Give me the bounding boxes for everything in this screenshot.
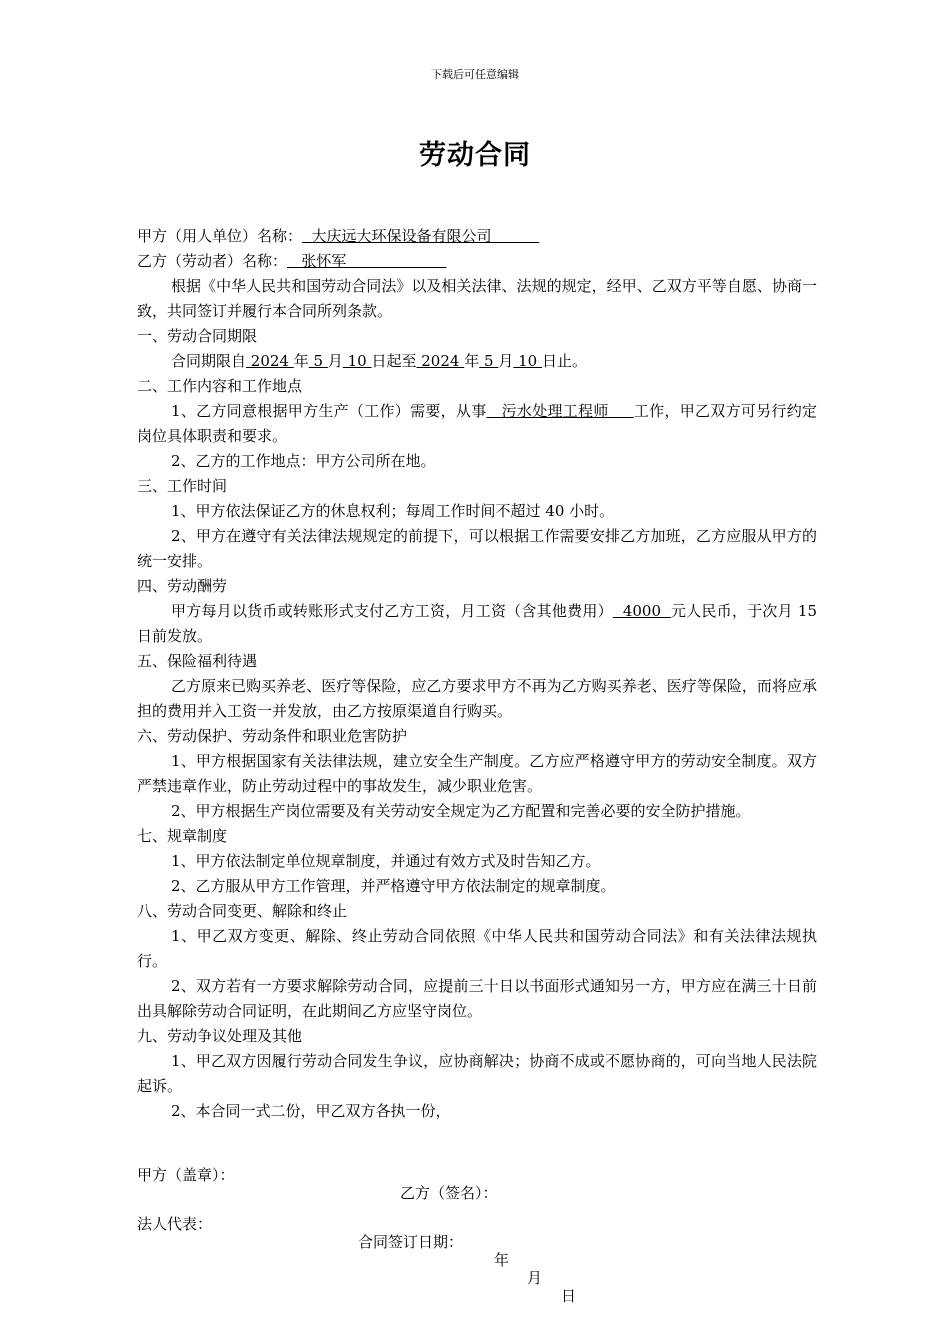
header-note: 下载后可任意编辑 xyxy=(431,68,519,81)
salary-amount: 4000 xyxy=(612,602,672,620)
salary-paragraph xyxy=(137,599,817,649)
section-4-heading: 四、劳动酬劳 xyxy=(137,577,228,595)
end-year: 2024 xyxy=(416,352,465,370)
party-a-label: 甲方（用人单位）名称： xyxy=(137,227,303,245)
contract-term-paragraph xyxy=(137,349,817,374)
party-a-seal-label: 甲方（盖章）： xyxy=(137,1166,235,1184)
signature-row-2 xyxy=(137,1195,817,1305)
date-year: 年 xyxy=(494,1251,510,1269)
party-b-line xyxy=(137,249,817,274)
workplace-paragraph: 2、乙方的工作地点：甲方公司所在地。 xyxy=(171,452,436,470)
section-7-heading: 七、规章制度 xyxy=(137,827,228,845)
date-day: 日 xyxy=(561,1287,577,1305)
job-title: 污水处理工程师 xyxy=(486,402,634,420)
term-text: 月 xyxy=(327,352,343,370)
term-text: 合同期限自 xyxy=(171,352,247,370)
party-b-name: 张怀军 xyxy=(287,252,447,270)
party-b-sign-label: 乙方（签名）： xyxy=(400,1184,498,1202)
section-1-heading: 一、劳动合同期限 xyxy=(137,327,258,345)
job-text: 工作，甲乙双方可另行约定岗位具体职责和要求。 xyxy=(137,402,817,445)
term-text: 月 xyxy=(498,352,514,370)
salary-text: 甲方每月以货币或转账形式支付乙方工资，月工资（含其他费用） xyxy=(171,602,613,620)
copies-paragraph: 2、本合同一式二份，甲乙双方各执一份， xyxy=(171,1102,451,1120)
termination-paragraph-1: 1、甲乙双方变更、解除、终止劳动合同依照《中华人民共和国劳动合同法》和有关法律法规执行。 xyxy=(137,927,817,970)
term-text: 日止。 xyxy=(541,352,587,370)
sign-date-label: 合同签订日期： xyxy=(358,1233,464,1251)
term-text: 年 xyxy=(464,352,480,370)
document-title: 劳动合同 xyxy=(419,140,531,171)
section-6-heading: 六、劳动保护、劳动条件和职业危害防护 xyxy=(137,727,408,745)
end-month: 5 xyxy=(479,352,499,370)
section-9-heading: 九、劳动争议处理及其他 xyxy=(137,1027,303,1045)
term-text: 年 xyxy=(293,352,309,370)
rules-paragraph-1: 1、甲方依法制定单位规章制度，并通过有效方式及时告知乙方。 xyxy=(171,852,601,870)
signature-row-1 xyxy=(137,1146,817,1202)
insurance-paragraph: 乙方原来已购买养老、医疗等保险，应乙方要求甲方不再为乙方购买养老、医疗等保险，而将应承担的费用并入工资一并发放，由乙方按原渠道自行购买。 xyxy=(137,677,817,720)
intro-paragraph: 根据《中华人民共和国劳动合同法》以及相关法律、法规的规定，经甲、乙双方平等自愿、协商一致，共同签订并履行本合同所列条款。 xyxy=(137,277,817,320)
job-text: 1、乙方同意根据甲方生产（工作）需要，从事 xyxy=(171,402,487,420)
salary-text: 元人民币，于次月 15 日前发放。 xyxy=(137,602,817,645)
party-a-name: 大庆远大环保设备有限公司 xyxy=(302,227,540,245)
end-day: 10 xyxy=(513,352,542,370)
section-3-heading: 三、工作时间 xyxy=(137,477,228,495)
safety-paragraph-2: 2、甲方根据生产岗位需要及有关劳动安全规定为乙方配置和完善必要的安全防护措施。 xyxy=(171,802,751,820)
termination-paragraph-2: 2、双方若有一方要求解除劳动合同，应提前三十日以书面形式通知另一方，甲方应在满三十日前出具解除劳动合同证明，在此期间乙方应坚守岗位。 xyxy=(137,977,817,1020)
section-8-heading: 八、劳动合同变更、解除和终止 xyxy=(137,902,348,920)
rest-paragraph: 1、甲方依法保证乙方的休息权利；每周工作时间不超过 40 小时。 xyxy=(171,502,615,520)
dispute-paragraph-1: 1、甲乙双方因履行劳动合同发生争议，应协商解决；协商不成或不愿协商的，可向当地人民法院起诉。 xyxy=(137,1052,817,1095)
term-text: 日起至 xyxy=(371,352,417,370)
safety-paragraph-1: 1、甲方根据国家有关法律法规，建立安全生产制度。乙方应严格遵守甲方的劳动安全制度。双方严禁违章作业，防止劳动过程中的事故发生，减少职业危害。 xyxy=(137,752,817,795)
section-5-heading: 五、保险福利待遇 xyxy=(137,652,258,670)
legal-rep-label: 法人代表： xyxy=(137,1215,213,1233)
job-paragraph xyxy=(137,399,817,449)
rules-paragraph-2: 2、乙方服从甲方工作管理，并严格遵守甲方依法制定的规章制度。 xyxy=(171,877,616,895)
start-month: 5 xyxy=(308,352,328,370)
start-year: 2024 xyxy=(246,352,294,370)
start-day: 10 xyxy=(342,352,372,370)
party-a-line xyxy=(137,224,817,249)
party-b-label: 乙方（劳动者）名称： xyxy=(137,252,288,270)
section-2-heading: 二、工作内容和工作地点 xyxy=(137,377,303,395)
date-month: 月 xyxy=(527,1269,543,1287)
contract-body xyxy=(137,224,817,1124)
overtime-paragraph: 2、甲方在遵守有关法律法规规定的前提下，可以根据工作需要安排乙方加班，乙方应服从甲方的统一安排。 xyxy=(137,527,817,570)
